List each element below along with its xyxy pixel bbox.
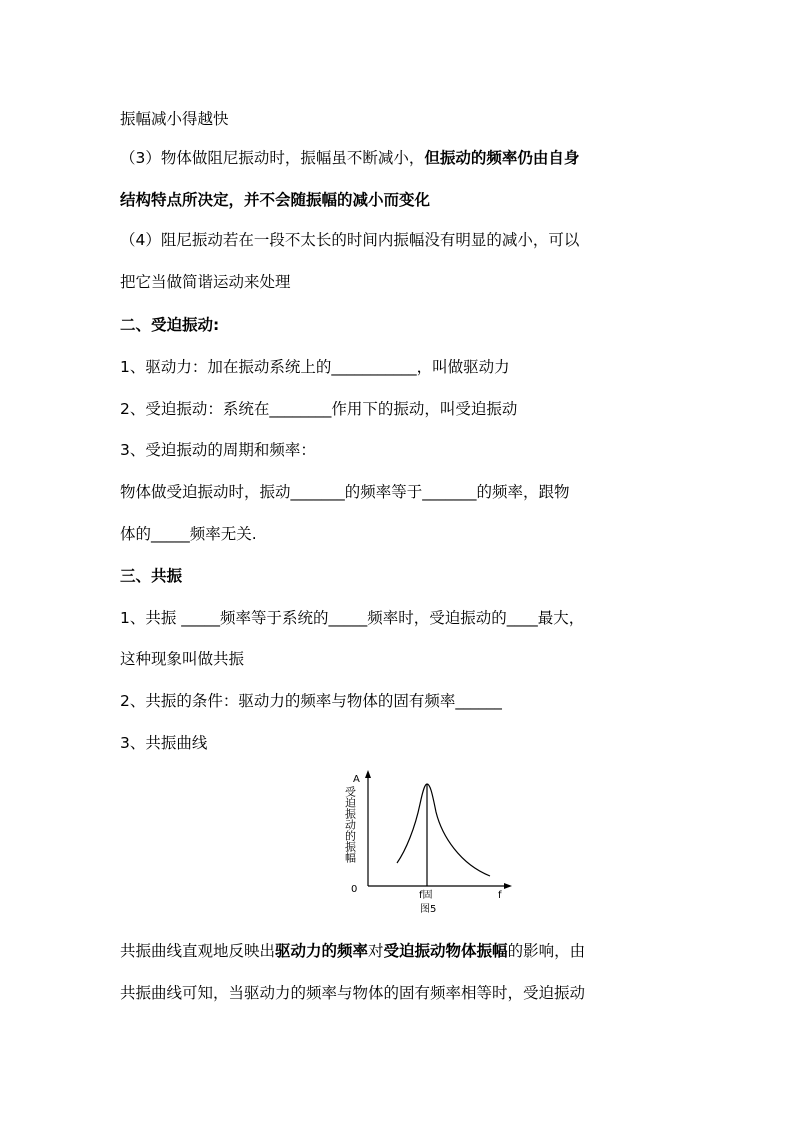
text-line: 体的_____频率无关.	[120, 525, 257, 543]
text-line: 这种现象叫做共振	[120, 650, 245, 668]
text-run: 的影响，由	[507, 942, 586, 960]
resonance-curve-svg	[340, 768, 520, 928]
text-line: 把它当做简谐运动来处理	[120, 273, 291, 291]
bold-text: 驱动力的频率	[275, 942, 369, 960]
text-line	[120, 148, 579, 168]
text-line: 物体做受迫振动时，振动_______的频率等于_______的频率，跟物	[120, 483, 570, 501]
text-run: 共振曲线直观地反映出	[120, 942, 276, 960]
text-line: 1、驱动力：加在振动系统上的___________，叫做驱动力	[120, 358, 510, 376]
bold-text: 受迫振动物体振幅	[383, 942, 508, 960]
text-run: 对	[368, 942, 384, 960]
bold-text-line: 结构特点所决定，并不会随振幅的减小而变化	[120, 191, 431, 209]
text-line: 3、受迫振动的周期和频率：	[120, 441, 316, 459]
resonance-curve	[397, 784, 490, 876]
text-run: （3）物体做阻尼振动时，振幅虽不断减小，	[120, 149, 425, 167]
text-line: 2、受迫振动：系统在________作用下的振动，叫受迫振动	[120, 400, 518, 418]
text-line: 3、共振曲线	[120, 734, 208, 752]
text-line: （4）阻尼振动若在一段不太长的时间内振幅没有明显的减小，可以	[120, 231, 580, 249]
text-line: 1、共振 _____频率等于系统的_____频率时，受迫振动的____最大，	[120, 609, 585, 627]
y-axis-label: 受迫振动的振幅	[343, 786, 357, 863]
section-heading: 三、共振	[120, 567, 183, 585]
origin-label: 0	[351, 884, 358, 895]
x-axis-arrow	[504, 883, 512, 889]
text-line	[120, 941, 585, 961]
y-axis-letter: A	[353, 774, 360, 785]
peak-frequency-label: f固	[419, 890, 433, 901]
bold-text: 但振动的频率仍由自身	[424, 149, 580, 167]
text-line: 共振曲线可知，当驱动力的频率与物体的固有频率相等时，受迫振动	[120, 984, 586, 1002]
figure-caption: 图5	[420, 904, 437, 915]
resonance-curve-figure	[340, 768, 520, 928]
x-axis-letter: f	[498, 890, 502, 901]
y-axis-arrow	[365, 770, 371, 778]
section-heading: 二、受迫振动:	[120, 316, 220, 334]
text-line: 振幅减小得越快	[120, 110, 229, 128]
text-line: 2、共振的条件：驱动力的频率与物体的固有频率______	[120, 692, 502, 710]
